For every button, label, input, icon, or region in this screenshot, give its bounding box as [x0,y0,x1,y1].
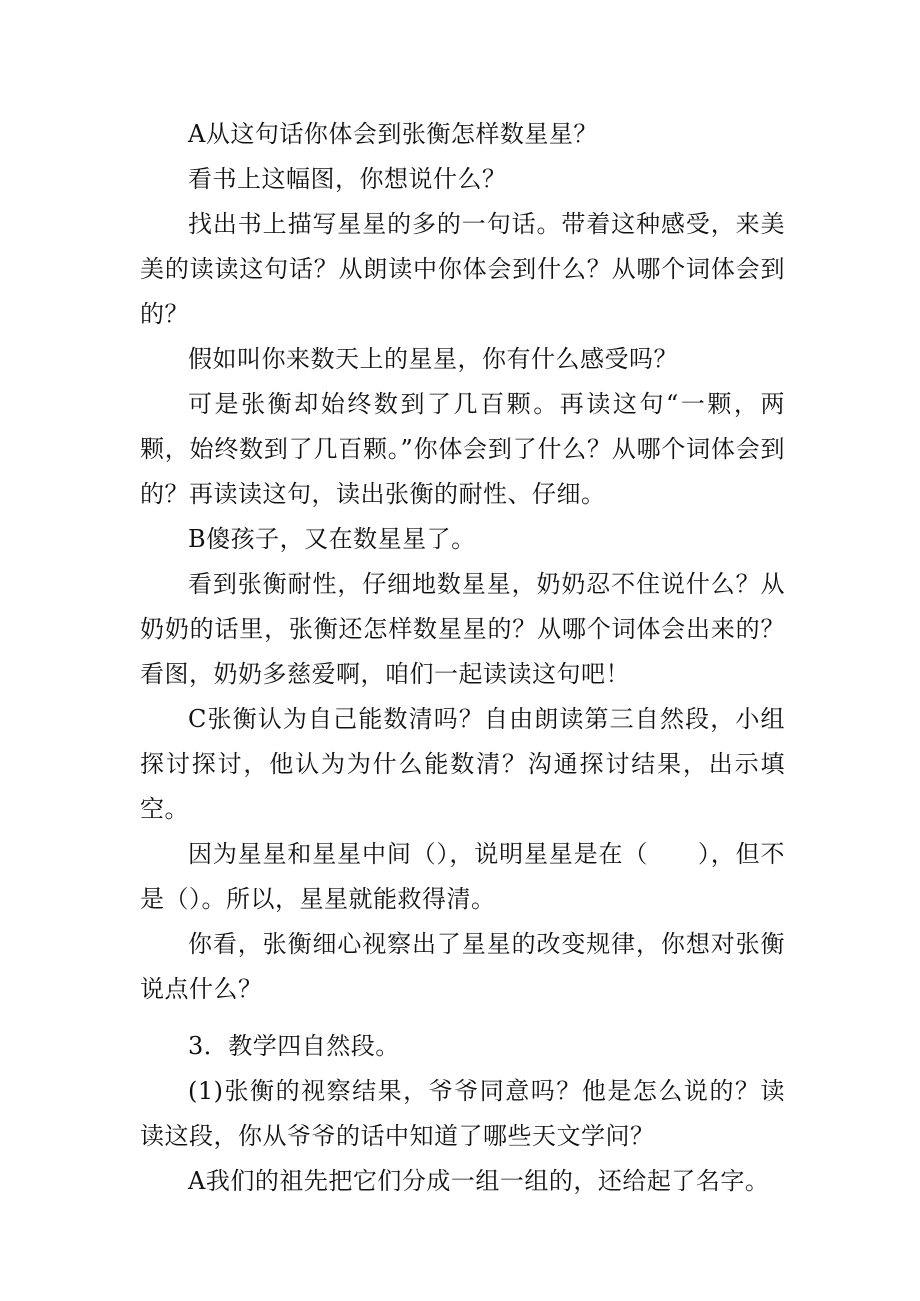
paragraph-question-c: C张衡认为自己能数清吗？自由朗读第三自然段，小组探讨探讨，他认为为什么能数清？沟通探讨结果，出示填空。 [140,705,785,823]
section-heading-four: 3．教学四自然段。 [188,1032,400,1060]
paragraph-grandpa: (1)张衡的视察结果，爷爷同意吗？他是怎么说的？读读这段，你从爷爷的话中知道了哪些天文学问？ [140,1077,785,1150]
document-page [140,112,785,1204]
paragraph-say-to-zhangheng: 你看，张衡细心视察出了星星的改变规律，你想对张衡说点什么？ [140,930,785,1003]
paragraph-imagine-counting: 假如叫你来数天上的星星，你有什么感受吗？ [188,345,678,373]
paragraph-grandma: 看到张衡耐性，仔细地数星星，奶奶忍不住说什么？从奶奶的话里，张衡还怎样数星星的？从哪个词体会出来的？看图，奶奶多慈爱啊，咱们一起读读这句吧！ [140,570,785,688]
paragraph-question-a: A从这句话你体会到张衡怎样数星星？ [188,120,598,148]
paragraph-look-at-picture: 看书上这幅图，你想说什么？ [188,165,507,193]
paragraph-find-sentence: 找出书上描写星星的多的一句话。带着这种感受，来美美的读读这句话？从朗读中你体会到什么？从哪个词体会到的？ [140,210,785,328]
paragraph-question-b: B傻孩子，又在数星星了。 [188,525,476,553]
paragraph-ancestors: A我们的祖先把它们分成一组一组的，还给起了名字。 [188,1167,770,1195]
paragraph-fill-in-blank: 因为星星和星星中间（），说明星星是在（ ），但不是（）。所以，星星就能救得清。 [140,840,785,913]
paragraph-hundreds-of-stars: 可是张衡却始终数到了几百颗。再读这句“一颗，两颗，始终数到了几百颗。”你体会到了什么？从哪个词体会到的？再读读这句，读出张衡的耐性、仔细。 [140,390,785,508]
